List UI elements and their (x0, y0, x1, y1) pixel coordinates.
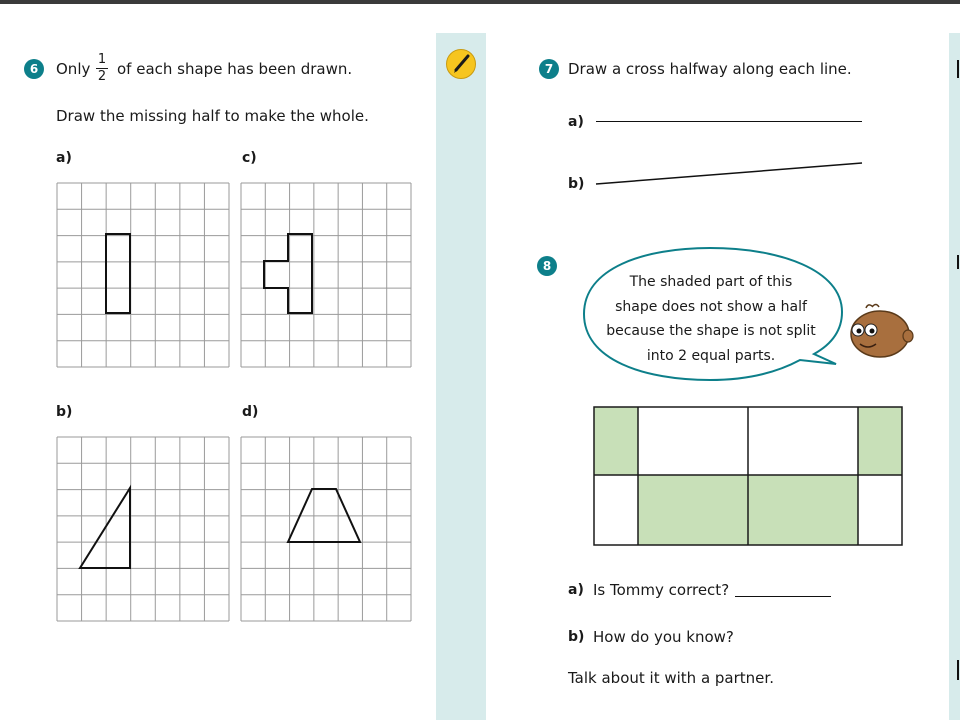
top-border (0, 0, 960, 4)
speech-line: shape does not show a half (615, 298, 807, 315)
grid-b[interactable] (56, 436, 230, 622)
pencil-icon (446, 49, 476, 79)
question-6-number: 6 (24, 59, 44, 79)
half-shape-rectangle (106, 234, 130, 313)
half-shape-triangle (80, 488, 130, 568)
white-tile (638, 407, 748, 475)
fraction-one-half (96, 53, 108, 84)
shaded-tile (858, 407, 902, 475)
q8-part-a-question: Is Tommy correct? (593, 581, 730, 599)
speech-line: into 2 equal parts. (646, 347, 776, 364)
edge-mark (957, 60, 959, 78)
right-margin-strip (949, 33, 960, 720)
part-a-label: a) (56, 150, 72, 166)
line-b-label: b) (568, 176, 585, 192)
line-a-label: a) (568, 114, 584, 130)
question-6-prefix: Only (56, 60, 91, 78)
talk-partner-text: Talk about it with a partner. (568, 669, 774, 687)
part-d-label: d) (242, 404, 259, 420)
line-b[interactable] (594, 160, 866, 190)
question-6-text: of each shape has been drawn. (117, 60, 353, 78)
speech-line: because the shape is not split (606, 323, 816, 339)
question-8-number: 8 (537, 256, 557, 276)
half-shape-t (264, 234, 312, 313)
question-6-instruction: Draw the missing half to make the whole. (56, 107, 369, 125)
white-tile (858, 475, 902, 545)
q8-part-a-label: a) (568, 582, 584, 598)
part-c-label: c) (242, 150, 257, 166)
grid-c[interactable] (240, 182, 412, 368)
speech-line: The shaded part of this (629, 274, 793, 290)
white-tile (594, 475, 638, 545)
edge-mark (957, 660, 959, 680)
shaded-tile (594, 407, 638, 475)
fraction-denominator: 2 (97, 69, 107, 84)
tommy-face-icon (846, 302, 916, 362)
answer-line-a[interactable] (735, 596, 831, 597)
shaded-tile (638, 475, 748, 545)
speech-text (596, 270, 826, 368)
q8-part-b-label: b) (568, 629, 585, 645)
middle-margin-strip (436, 33, 486, 720)
shaded-tile (748, 475, 858, 545)
grid-d[interactable] (240, 436, 412, 622)
fraction-numerator: 1 (97, 52, 107, 67)
q8-part-b-question: How do you know? (593, 628, 734, 646)
white-tile (748, 407, 858, 475)
tile-shape (593, 406, 903, 547)
grid-a[interactable] (56, 182, 230, 368)
question-7-number: 7 (539, 59, 559, 79)
question-7-text: Draw a cross halfway along each line. (568, 60, 852, 78)
edge-mark (957, 255, 959, 269)
part-b-label: b) (56, 404, 73, 420)
line-a[interactable] (596, 121, 862, 122)
